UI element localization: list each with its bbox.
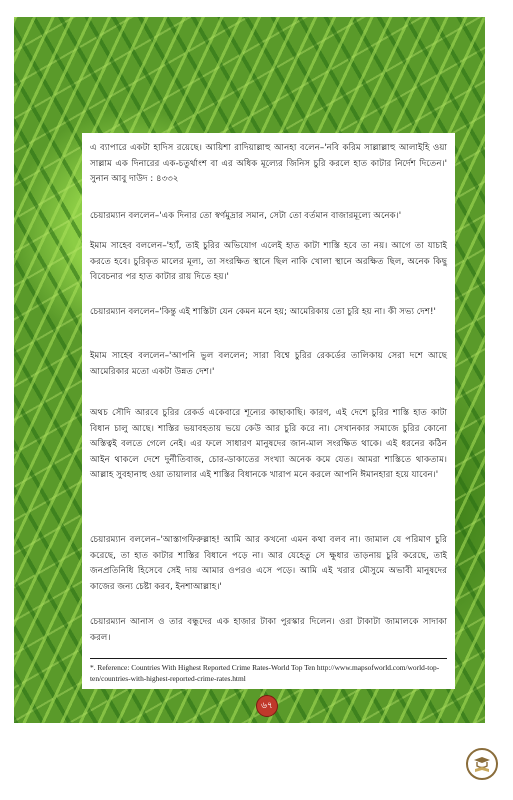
paragraph: চেয়ারম্যান বললেন–'কিন্তু এই শাস্তিটা যেন কেমন মনে হয়; আমেরিকায় তো চুরি হয় না। কী সভ্য দেশ!'	[90, 307, 436, 317]
reader-logo-icon[interactable]	[466, 748, 498, 780]
paragraph: চেয়ারম্যান আনাস ও তার বন্ধুদের এক হাজার টাকা পুরস্কার দিলেন। ওরা টাকাটা জামালকে সাদাকা করল।	[90, 617, 447, 643]
paragraph: চেয়ারম্যান বললেন–'এক দিনার তো স্বর্ণমুদ্রার সমান, সেটা তো বর্তমান বাজারমূল্যে অনেক।'	[90, 211, 402, 221]
text-panel	[82, 133, 455, 689]
paragraph: অথচ সৌদি আরবে চুরির রেকর্ড একেবারে শূন্যের কাছাকাছি। কারণ, এই দেশে চুরির শাস্তি হাত কাটা বিধান চালু আছে। শাস্তির ভয়াবহতায় ভয়ে কেউ আর চুরি করে না। সেখানকার সমাজে চুরির কোনো অস্তিত্বই বলতে গেলে নেই। এর ফলে সাধারণ মানুষদের জান-মাল সংরক্ষিত থাকে। এই ধরনের কঠিন আইন থাকলে দেশে দুর্নীতিবাজ, চোর-ডাকাতের সংখ্যা অনেক কমে যেত। আমরা শাস্তিতে থাকতাম। আল্লাহ সুবহানাহু ওয়া তায়ালার এই শাস্তির বিধানকে খারাপ মনে করলে আপনি ঈমানহারা হয়ে যাবেন।'	[90, 408, 447, 480]
paragraph: চেয়ারম্যান বললেন–'আস্তাগফিরুল্লাহ! আমি আর কখনো এমন কথা বলব না। জামাল যে পরিমাণ চুরি করেছে, তা হাত কাটার শাস্তির বিধানে পড়ে না। আর যেহেতু সে ক্ষুধার তাড়নায় চুরি করেছে, তাই জনপ্রতিনিধি হিসেবে সেই দায় আমার ওপরও এসে পড়ে। আমি এই খরার মৌসুমে অভাবী মানুষদের কাজের জন্য চেষ্টা করব, ইনশাআল্লাহ।'	[90, 535, 447, 592]
paragraph: ইমাম সাহেব বললেন–'হ্যাঁ, তাই চুরির অভিযোগ এলেই হাত কাটা শাস্তি হবে তা নয়। আগে তা যাচাই করতে হবে। চুরিকৃত মালের মূল্য, তা সংরক্ষিত স্থানে ছিল নাকি খোলা স্থানে অরক্ষিত ছিল, অনেক কিছু বিবেচনার পর হাত কাটার রায় দিতে হয়।'	[90, 241, 447, 282]
paragraph: ইমাম সাহেব বললেন–'আপনি ভুল বললেন; সারা বিশ্বে চুরির রেকর্ডের তালিকায় সেরা দশে আছে আমেরিকার মতো একটা উন্নত দেশ।'	[90, 351, 447, 377]
book-page	[14, 17, 485, 723]
footnote: *. Reference: Countries With Highest Reported Crime Rates-World Top Ten http://www.mapsofworld.com/world-top-ten/countries-with-highest-reported-crime-rates.html	[90, 663, 440, 683]
page-number-badge: ৬৭	[256, 695, 278, 717]
footnote-divider	[90, 658, 447, 659]
paragraph: এ ব্যাপারে একটা হাদিস রয়েছে। আয়িশা রাদিয়াল্লাহু আনহা বলেন–'নবি করিম সাল্লাল্লাহু আলাইহি ওয়া সাল্লাম এক দিনারের এক-চতুর্থাংশ বা এর অধিক মূল্যের জিনিস চুরি করলে হাত কাটার নির্দেশ দিতেন।' সুনান আবু দাউদ : ৪৩৩২	[90, 143, 447, 184]
